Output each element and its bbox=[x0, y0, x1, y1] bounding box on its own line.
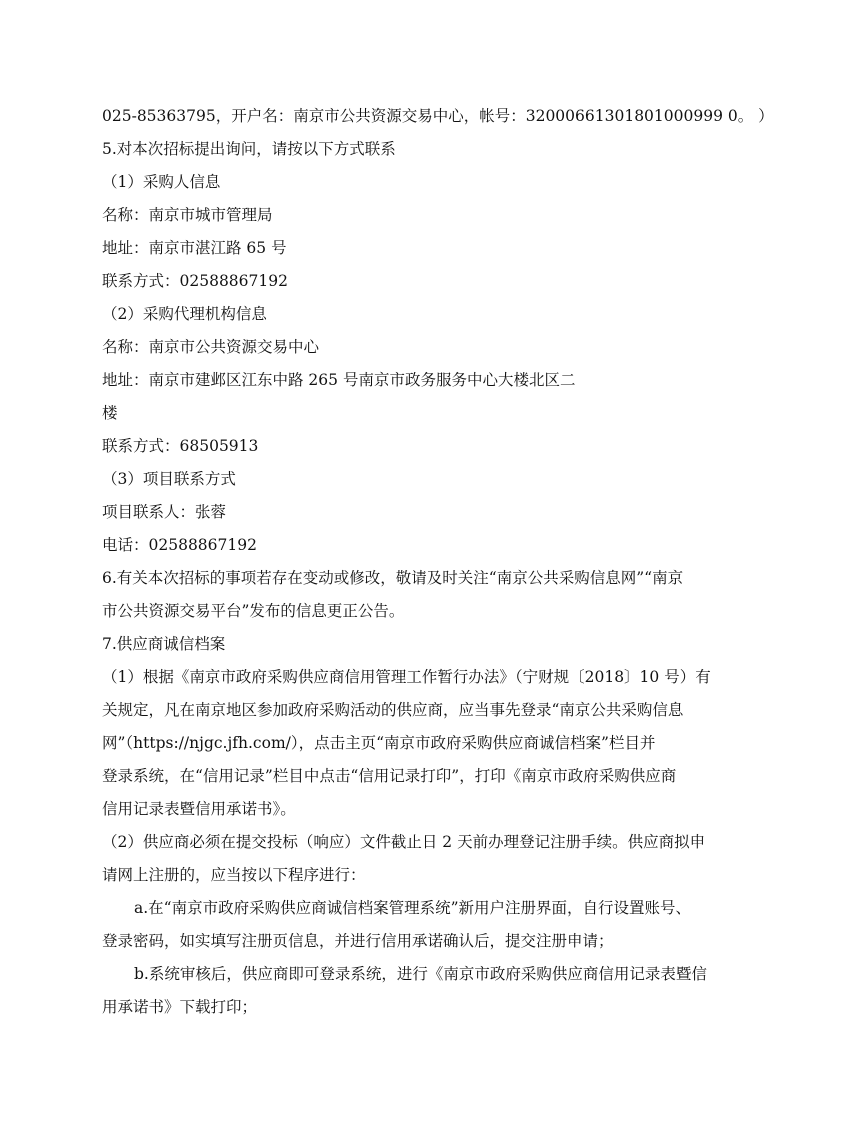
text-line-2: 5.对本次招标提出询问，请按以下方式联系 bbox=[102, 140, 396, 158]
text-line-7: （2）采购代理机构信息 bbox=[102, 305, 267, 323]
text-line-6: 联系方式：02588867192 bbox=[102, 272, 288, 290]
text-line-12: （3）项目联系方式 bbox=[102, 470, 236, 488]
text-line-1: 025-85363795，开户名：南京市公共资源交易中心，帐号：32000661301801000999 0。 ） bbox=[102, 107, 774, 125]
text-line-24: 请网上注册的，应当按以下程序进行： bbox=[102, 866, 366, 884]
text-line-19: 关规定，凡在南京地区参加政府采购活动的供应商，应当事先登录“南京公共采购信息 bbox=[102, 701, 684, 719]
text-line-16: 市公共资源交易平台”发布的信息更正公告。 bbox=[102, 602, 405, 620]
text-line-18: （1）根据《南京市政府采购供应商信用管理工作暂行办法》（宁财规〔2018〕10 号）有 bbox=[102, 668, 711, 686]
text-line-14: 电话：02588867192 bbox=[102, 536, 257, 554]
text-line-8: 名称：南京市公共资源交易中心 bbox=[102, 338, 320, 356]
text-line-3: （1）采购人信息 bbox=[102, 173, 221, 191]
text-line-5: 地址：南京市湛江路 65 号 bbox=[102, 239, 287, 257]
text-line-11: 联系方式：68505913 bbox=[102, 437, 259, 455]
document-body bbox=[102, 100, 774, 1024]
text-line-10: 楼 bbox=[102, 404, 118, 422]
text-line-20: 网”（https://njgc.jfh.com/），点击主页“南京市政府采购供应商诚信档案”栏目并 bbox=[102, 734, 656, 752]
text-line-4: 名称：南京市城市管理局 bbox=[102, 206, 273, 224]
text-line-21: 登录系统，在“信用记录”栏目中点击“信用记录打印”，打印《南京市政府采购供应商 bbox=[102, 767, 677, 785]
text-line-9: 地址：南京市建邺区江东中路 265 号南京市政务服务中心大楼北区二 bbox=[102, 371, 576, 389]
text-line-22: 信用记录表暨信用承诺书》。 bbox=[102, 800, 296, 818]
text-line-28: 用承诺书》下载打印； bbox=[102, 998, 258, 1016]
text-line-27: b.系统审核后，供应商即可登录系统，进行《南京市政府采购供应商信用记录表暨信 bbox=[134, 965, 707, 983]
text-line-15: 6.有关本次招标的事项若存在变动或修改，敬请及时关注“南京公共采购信息网”“南京 bbox=[102, 569, 684, 587]
text-line-26: 登录密码，如实填写注册页信息，并进行信用承诺确认后，提交注册申请； bbox=[102, 932, 614, 950]
text-line-23: （2）供应商必须在提交投标（响应）文件截止日 2 天前办理登记注册手续。供应商拟申 bbox=[102, 833, 706, 851]
text-line-17: 7.供应商诚信档案 bbox=[102, 635, 226, 653]
text-line-13: 项目联系人：张蓉 bbox=[102, 503, 227, 521]
text-line-25: a.在“南京市政府采购供应商诚信档案管理系统”新用户注册界面，自行设置账号、 bbox=[134, 899, 692, 917]
